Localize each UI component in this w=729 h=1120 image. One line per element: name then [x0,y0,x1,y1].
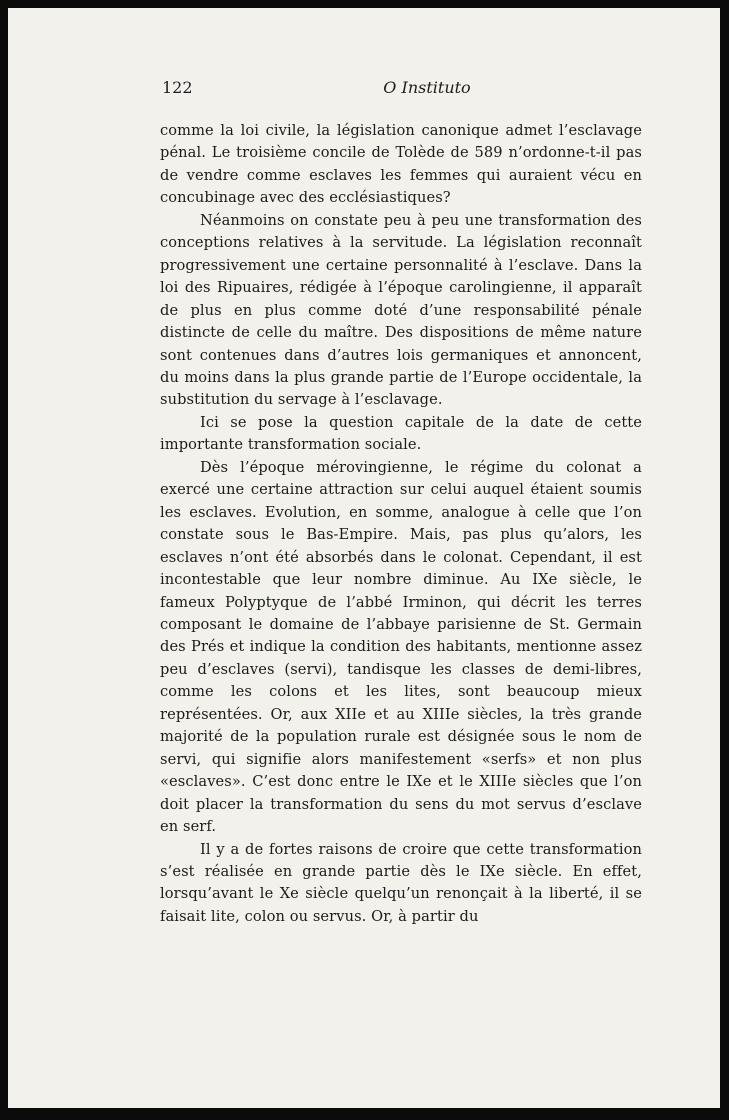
paragraph-5: Il y a de fortes raisons de croire que cette transformation s’est réalisée en grande partie dès le IXe siècle. En effet, lorsqu’avant le Xe siècle quelqu’un renonçait à la liberté, il se faisait lite, colon ou servus. Or, à partir du [160,840,642,925]
paragraph-4: Dès l’époque mérovingienne, le régime du colonat a exercé une certaine attraction sur celui auquel étaient soumis les esclaves. Evolution, en somme, analogue à celle que l’on constate sous le Bas-Empire. Mais, pas plus qu’alors, les esclaves n’ont été absorbés dans le colonat. Cependant, il est incontestable que leur nombre diminue. Au IXe siècle, le fameux Polyptyque de l’abbé Irminon, qui décrit les terres composant le domaine de l’abbaye parisienne de St. Germain des Prés et indique la condition des habitants, mentionne assez peu d’esclaves (servi), tandisque les classes de demi-libres, comme les colons et les lites, sont beaucoup mieux représentées. Or, aux XIIe et au XIIIe siècles, la très grande majorité de la population rurale est désignée sous le nom de servi, qui signifie alors manifestement «serfs» et non plus «esclaves». C’est donc entre le IXe et le XIIIe siècles que l’on doit placer la transformation du sens du mot servus d’esclave en serf. [160,458,642,836]
paragraph-2: Néanmoins on constate peu à peu une transformation des conceptions relatives à la servitude. La législation reconnaît progressivement une certaine personnalité à l’esclave. Dans la loi des Ripuaires, rédigée à l’époque carolingienne, il apparaît de plus en plus comme doté d’une responsabilité pénale distincte de celle du maître. Des dispositions de même nature sont contenues dans d’autres lois germaniques et annoncent, du moins dans la plus grande partie de l’Europe occidentale, la substitution du servage à l’esclavage. [160,211,642,409]
page-number: 122 [162,78,193,97]
running-title: O Instituto [383,78,471,97]
book-page [8,8,720,1108]
paragraph-1: comme la loi civile, la législation canonique admet l’esclavage pénal. Le troisième concile de Tolède de 589 n’ordonne-t-il pas de vendre comme esclaves les femmes qui auraient vécu en concubinage avec des ecclésiastiques? [160,122,642,207]
paragraph-3: Ici se pose la question capitale de la date de cette importante transformation sociale. [160,413,642,454]
body-text [160,120,642,928]
page-header [162,78,642,100]
